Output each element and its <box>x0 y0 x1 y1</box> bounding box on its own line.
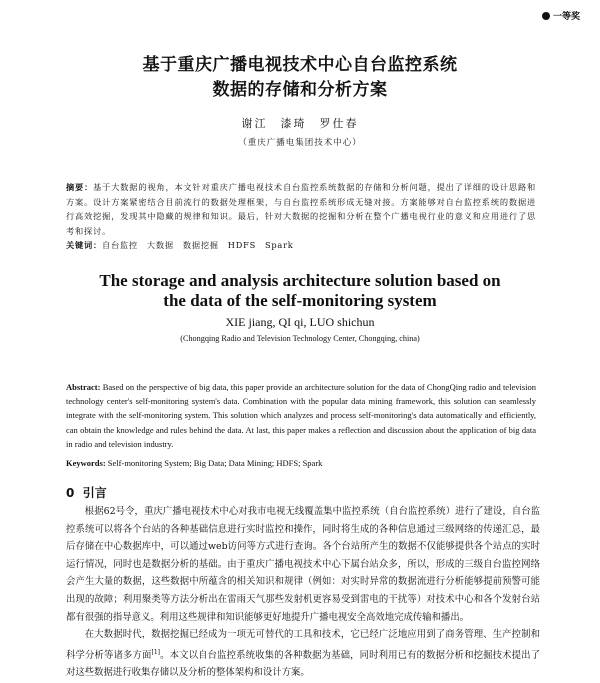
english-abstract-text: Based on the perspective of big data, this paper provide an architecture solution for the data of ChongQing radio and television technology center's self-monitoring system's data. Combination with the popular data mining framework, this solution can seamlessly integrate with the self-monitoring system. This solution which analyzes and process self-monitoring's data automatically and efficiently, can obtain the knowledge and rules behind the data. At last, this paper makes a reflection and discussion about the application of big data in radio and television industry. <box>66 382 536 449</box>
chinese-keywords <box>66 240 536 251</box>
chinese-title-line-2: 数据的存储和分析方案 <box>212 80 388 100</box>
english-abstract-label: Abstract: <box>66 382 101 392</box>
english-authors: XIE jiang, QI qi, LUO shichun <box>225 315 375 329</box>
chinese-abstract-text: 基于大数据的视角，本文针对重庆广播电视技术自台监控系统数据的存储和分析问题，提出了详细的设计思路和方案。设计方案紧密结合目前流行的数据处理框架，与自台监控系统形成无缝对接。方案能够对自台监控系统的数据进行高效挖掘，发现其中隐藏的规律和知识。最后，针对大数据的挖掘和分析在整个广播电视行业的意义和应用进行了思考和探讨。 <box>66 182 536 236</box>
body-paragraph-2-text-b: 。本文以自台监控系统收集的各种数据为基础，同时利用已有的数据分析和挖掘技术提出了对这些数据进行收集存储以及分析的整体架构和设计方案。 <box>66 649 540 679</box>
section-heading <box>66 484 107 501</box>
award-badge-text: 一等奖 <box>552 12 580 22</box>
english-keywords-label: Keywords: <box>66 458 106 468</box>
citation-ref: [1] <box>151 648 160 656</box>
body-paragraph-2-text-a: 在大数据时代，数据挖掘已经成为一项无可替代的工具和技术，它已经广泛地应用到了商务管理、生产控制和科学分析等诸多方面 <box>66 629 540 661</box>
english-keywords <box>66 458 536 468</box>
english-keywords-text: Self-monitoring System; Big Data; Data Mining; HDFS; Spark <box>107 458 323 468</box>
section-title: 引言 <box>82 486 107 500</box>
english-title-line-1: The storage and analysis architecture solution based on <box>99 271 501 290</box>
body-text <box>66 503 540 682</box>
chinese-abstract-label: 摘要： <box>66 182 94 192</box>
chinese-title <box>0 53 600 103</box>
filled-circle-icon <box>542 12 550 20</box>
chinese-abstract <box>66 180 536 238</box>
body-paragraph-1: 根据62号令，重庆广播电视技术中心对我市电视无线覆盖集中监控系统（自台监控系统）进行了建设，自台监控系统可以将各个台站的各种基础信息进行实时监控和操作，同时将生成的各种信息通过三级网络的传递汇总，最后存储在中心数据库中，可以通过web访问等方式进行查询。各个台站所产生的数据不仅能够提供各个站点的实时运行情况，同时也是数据分析的基础。由于重庆广播电视技术中心下属台站众多，所以，形成的三级自台监控网络会产生大量的数据，这些数据中所蕴含的相关知识和规律（例如：对实时异常的数据流进行分析能够提前预警可能出现的故障；利用聚类等方法分析出在雷雨天气那些发射机更容易受到雷电的干扰等）对技术中心和各个发射台站都有很强的指导意义。利用这些规律和知识能够更好地提升广播电视安全高效地完成传输和播出。 <box>66 506 540 623</box>
english-abstract <box>66 380 536 451</box>
english-affiliation: (Chongqing Radio and Television Technology Center, Chongqing, china) <box>180 334 420 343</box>
award-badge <box>542 9 580 22</box>
chinese-authors: 谢江 漆琦 罗仕春 <box>241 117 359 130</box>
chinese-affiliation: （重庆广播电集团技术中心） <box>238 138 362 148</box>
chinese-keywords-label: 关键词： <box>66 240 102 250</box>
body-paragraph-2 <box>66 626 540 682</box>
english-title-line-2: the data of the self-monitoring system <box>163 291 437 310</box>
chinese-title-line-1: 基于重庆广播电视技术中心自台监控系统 <box>142 55 458 75</box>
chinese-keywords-text: 自台监控 大数据 数据挖掘 HDFS Spark <box>101 240 294 250</box>
section-number: 0 <box>66 486 75 500</box>
english-title <box>0 271 600 311</box>
